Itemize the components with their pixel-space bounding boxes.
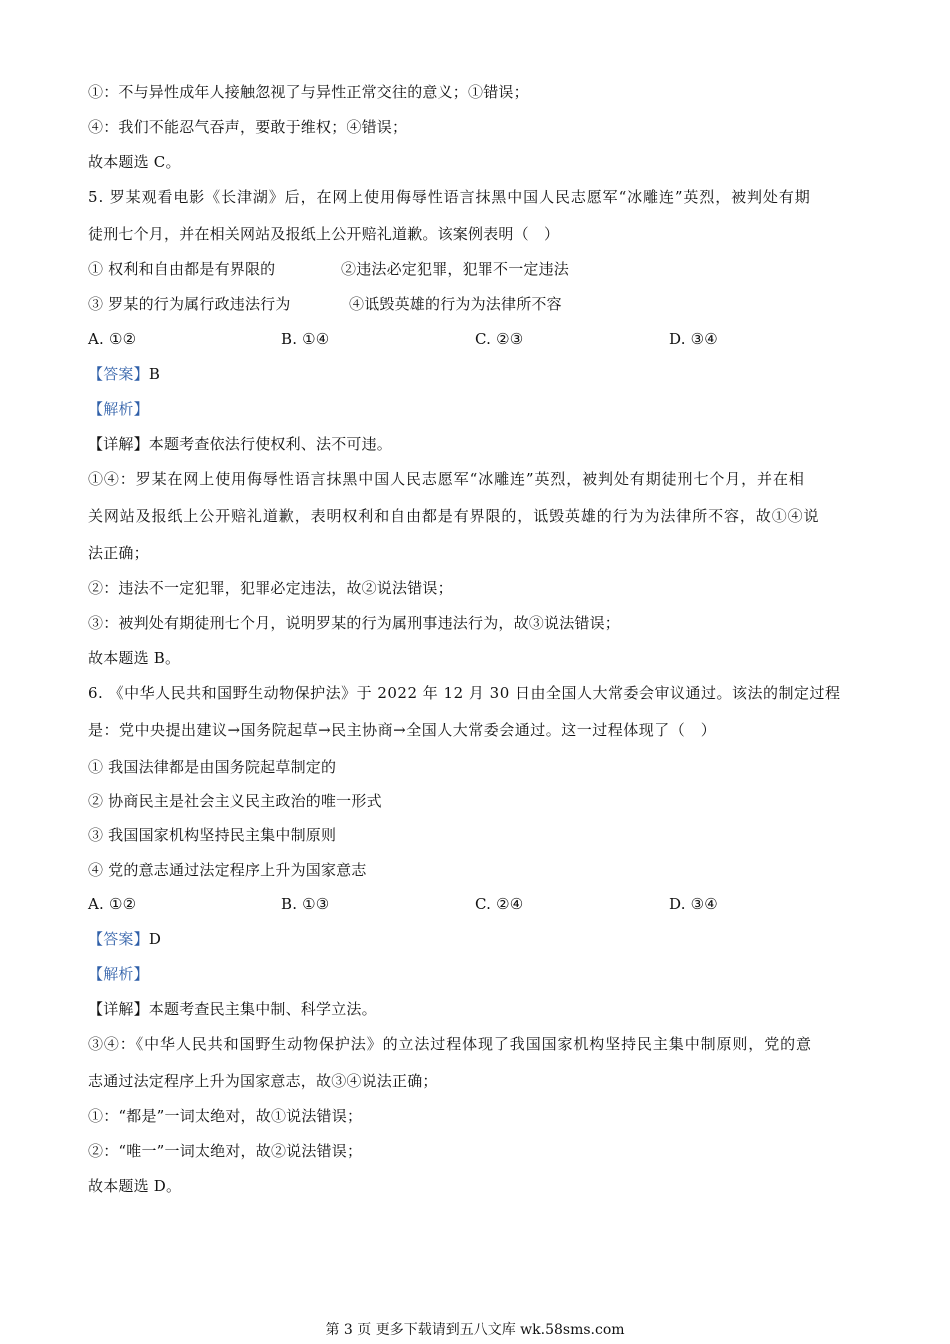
statement-1: ① 权利和自由都是有界限的 [88,260,276,278]
text-line: ①：“都是”一词太绝对，故①说法错误； [88,1107,363,1125]
text-line: 【详解】本题考查依法行使权利、法不可违。 [88,435,393,453]
question-5-stem: 5. 罗某观看电影《长津湖》后，在网上使用侮辱性语言抹黑中国人民志愿军“冰雕连”英烈，被判处有期 [88,188,811,206]
option-c: C. ②④ [475,895,524,913]
statement-3: ③ 罗某的行为属行政违法行为 [88,295,291,313]
answer-line [88,364,863,384]
question-5-stem-cont: 徒刑七个月，并在相关网站及报纸上公开赔礼道歉。该案例表明（ ） [88,225,560,243]
option-d: D. ③④ [669,330,718,348]
option-a: A. ①② [88,895,137,913]
statement-2: ② 协商民主是社会主义民主政治的唯一形式 [88,792,382,810]
text-line: ①④：罗某在网上使用侮辱性语言抹黑中国人民志愿军“冰雕连”英烈，被判处有期徒刑七个月，并在相 [88,470,805,488]
text-line: ②：违法不一定犯罪，犯罪必定违法，故②说法错误； [88,579,453,597]
answer-value: B [148,365,161,383]
statement-1: ① 我国法律都是由国务院起草制定的 [88,758,337,776]
statement-2: ②违法必定犯罪，犯罪不一定违法 [341,260,570,278]
option-a: A. ①② [88,330,137,348]
answer-line [88,929,863,949]
text-line: 故本题选 D。 [88,1177,182,1195]
text-line: ①：不与异性成年人接触忽视了与异性正常交往的意义；①错误； [88,83,529,101]
text-line: 【详解】本题考查民主集中制、科学立法。 [88,1000,377,1018]
text-line: 故本题选 B。 [88,649,181,667]
text-line: 故本题选 C。 [88,153,181,171]
text-line: ②：“唯一”一词太绝对，故②说法错误； [88,1142,363,1160]
statement-row [88,294,863,314]
text-line: 志通过法定程序上升为国家意志，故③④说法正确； [88,1072,438,1090]
option-d: D. ③④ [669,895,718,913]
statement-row [88,259,863,279]
statement-4: ④ 党的意志通过法定程序上升为国家意志 [88,861,367,879]
statement-3: ③ 我国国家机构坚持民主集中制原则 [88,826,337,844]
option-b: B. ①③ [281,895,330,913]
question-6-stem-cont: 是：党中央提出建议→国务院起草→民主协商→全国人大常委会通过。这一过程体现了（ ） [88,721,717,739]
text-line: 关网站及报纸上公开赔礼道歉，表明权利和自由都是有界限的，诋毁英雄的行为为法律所不容，故①④说 [88,507,820,525]
option-b: B. ①④ [281,330,330,348]
analysis-tag: 【解析】 [88,400,149,418]
answer-value: D [148,930,162,948]
text-line: 法正确； [88,544,149,562]
text-line: ③④：《中华人民共和国野生动物保护法》的立法过程体现了我国国家机构坚持民主集中制原则，党的意 [88,1035,812,1053]
analysis-tag: 【解析】 [88,965,149,983]
page-footer: 第 3 页 更多下载请到五八文库 wk.58sms.com [325,1322,625,1338]
option-c: C. ②③ [475,330,524,348]
question-6-stem: 6. 《中华人民共和国野生动物保护法》于 2022 年 12 月 30 日由全国人大常委会审议通过。该法的制定过程 [88,684,841,702]
answer-tag: 【答案】 [88,365,149,383]
text-line: ③：被判处有期徒刑七个月，说明罗某的行为属刑事违法行为，故③说法错误； [88,614,621,632]
text-line: ④：我们不能忍气吞声，要敢于维权；④错误； [88,118,408,136]
statement-4: ④诋毁英雄的行为为法律所不容 [349,295,562,313]
answer-tag: 【答案】 [88,930,149,948]
